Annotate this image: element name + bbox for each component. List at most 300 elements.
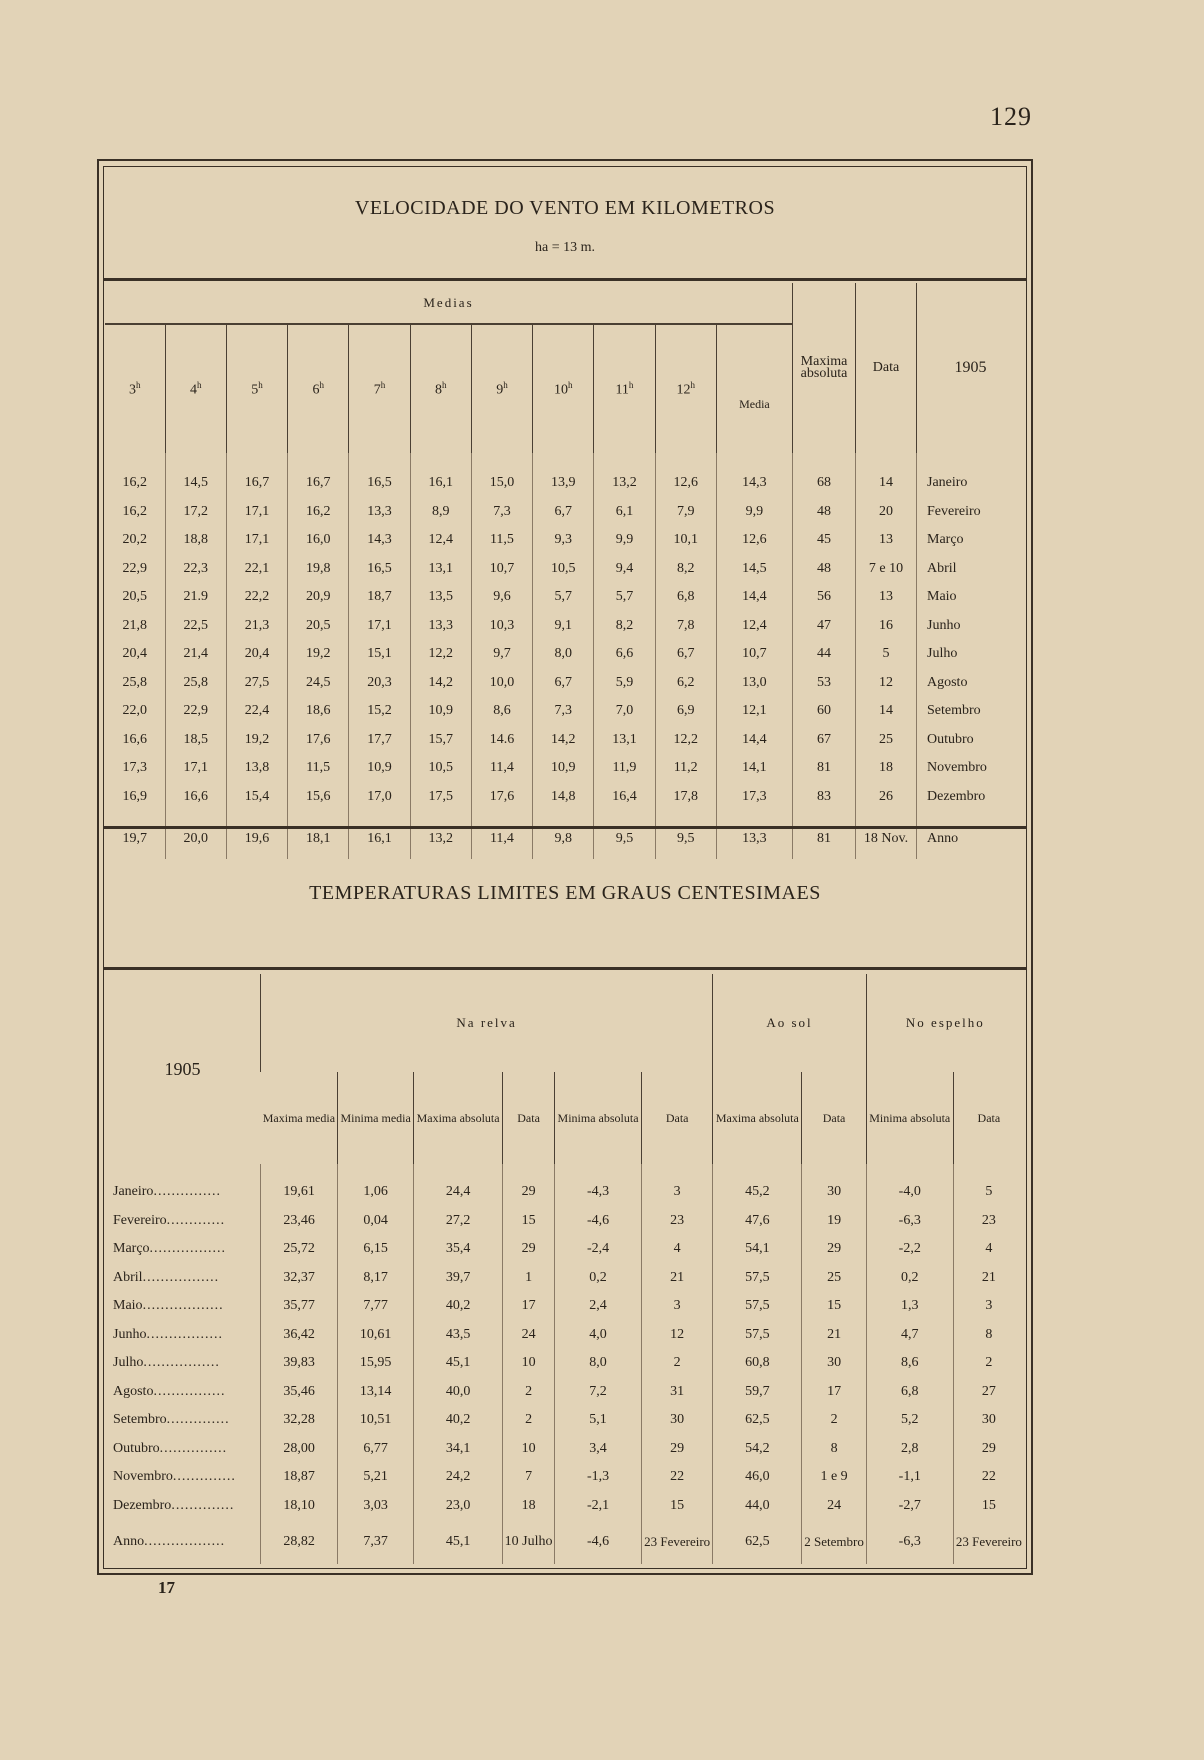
hour-header xyxy=(655,324,716,453)
table-cell: 17,8 xyxy=(655,783,716,812)
table-cell: 5 xyxy=(953,1164,1024,1207)
table-cell: 81 xyxy=(793,754,856,783)
table-cell: 18,1 xyxy=(288,811,349,859)
table-cell: 17,7 xyxy=(349,726,410,755)
table-row xyxy=(105,1207,1024,1236)
table-cell: 6,6 xyxy=(594,640,655,669)
table-cell: 21 xyxy=(802,1321,866,1350)
table-cell: 25 xyxy=(856,726,917,755)
table-row xyxy=(105,1321,1024,1350)
hour-label: 4 xyxy=(189,382,197,398)
table-cell: 8,2 xyxy=(594,612,655,641)
table-cell: 10,61 xyxy=(338,1321,414,1350)
table-cell: 57,5 xyxy=(713,1292,802,1321)
table-cell: 3 xyxy=(642,1164,713,1207)
table-cell: 44,0 xyxy=(713,1492,802,1521)
table-cell: 10 xyxy=(503,1435,555,1464)
leader-dots: ................. xyxy=(149,1241,227,1257)
table-cell: 12,4 xyxy=(716,612,792,641)
table-cell: 7,9 xyxy=(655,498,716,527)
table-cell: 20 xyxy=(856,498,917,527)
table-cell: 7,8 xyxy=(655,612,716,641)
table-cell: 48 xyxy=(793,498,856,527)
month-name: Novembro xyxy=(113,1469,173,1485)
table-cell: 10,3 xyxy=(471,612,532,641)
table-cell: 46,0 xyxy=(713,1463,802,1492)
table-cell: 6,1 xyxy=(594,498,655,527)
table-cell: 29 xyxy=(802,1235,866,1264)
table-cell: 67 xyxy=(793,726,856,755)
table-cell: 19,61 xyxy=(261,1164,338,1207)
hour-label: 3 xyxy=(129,382,137,398)
month-label: Anno xyxy=(917,811,1025,859)
table-row xyxy=(105,1264,1024,1293)
table-row xyxy=(105,1435,1024,1464)
subheader: Minima absoluta xyxy=(555,1072,642,1164)
table-cell: 15,2 xyxy=(349,697,410,726)
subheader: Data xyxy=(953,1072,1024,1164)
table-cell: 44 xyxy=(793,640,856,669)
table-cell: 17,1 xyxy=(226,526,287,555)
leader-dots: ................. xyxy=(143,1355,220,1371)
subheader: Minima media xyxy=(338,1072,414,1164)
table-cell: 13,2 xyxy=(410,811,471,859)
table-cell: 13,2 xyxy=(594,453,655,498)
table-cell: 10,7 xyxy=(471,555,532,584)
table-cell: 16,5 xyxy=(349,453,410,498)
table-cell: 2,8 xyxy=(866,1435,953,1464)
table-cell: 16,1 xyxy=(349,811,410,859)
month-name: Outubro xyxy=(113,1440,160,1456)
hour-label: 5 xyxy=(251,382,259,398)
table-cell: 6,15 xyxy=(338,1235,414,1264)
table-cell: 13 xyxy=(856,526,917,555)
table-cell: 21,8 xyxy=(122,617,148,633)
table-cell: 11,2 xyxy=(655,754,716,783)
table-cell: 23,46 xyxy=(261,1207,338,1236)
table-cell: 9,8 xyxy=(533,811,594,859)
table-cell: 30 xyxy=(802,1349,866,1378)
table-cell: 16,1 xyxy=(410,453,471,498)
table-cell: 7,0 xyxy=(594,697,655,726)
table-row xyxy=(105,640,1024,669)
table-cell: 30 xyxy=(953,1406,1024,1435)
table-row xyxy=(105,1406,1024,1435)
month-label xyxy=(105,1463,261,1492)
table-cell: 45 xyxy=(793,526,856,555)
table-cell: 15 xyxy=(953,1492,1024,1521)
table-cell: 13,1 xyxy=(594,726,655,755)
table-cell: 15 xyxy=(503,1207,555,1236)
table-cell: 53 xyxy=(793,669,856,698)
table-cell: 40,0 xyxy=(414,1378,503,1407)
month-label xyxy=(105,1164,261,1207)
table-cell: 25,8 xyxy=(122,674,148,690)
table-cell: 17,3 xyxy=(122,760,148,776)
month-label: Setembro xyxy=(917,697,1025,726)
table-cell: 28,00 xyxy=(261,1435,338,1464)
table-cell: 10,1 xyxy=(655,526,716,555)
leader-dots: .............. xyxy=(172,1469,236,1485)
table-cell: 62,5 xyxy=(713,1406,802,1435)
table-cell: 14,4 xyxy=(716,583,792,612)
table-cell: 45,1 xyxy=(414,1349,503,1378)
table-row xyxy=(105,1378,1024,1407)
table-cell: 8,6 xyxy=(866,1349,953,1378)
table-cell: 22,0 xyxy=(122,703,148,719)
table-cell: 29 xyxy=(503,1164,555,1207)
table-row xyxy=(105,453,1024,498)
table-cell: 2,4 xyxy=(555,1292,642,1321)
table-cell: 6,8 xyxy=(866,1378,953,1407)
table-row xyxy=(105,612,1024,641)
table-cell: 7 xyxy=(503,1463,555,1492)
table-cell: 27,2 xyxy=(414,1207,503,1236)
table-cell: 10,9 xyxy=(349,754,410,783)
leader-dots: ............... xyxy=(159,1440,228,1456)
table-cell: 15,4 xyxy=(226,783,287,812)
table-cell: 45,1 xyxy=(414,1520,503,1564)
table-cell: 23 Fevereiro xyxy=(642,1520,713,1564)
table-cell: 5,7 xyxy=(594,583,655,612)
subheader: Maxima absoluta xyxy=(414,1072,503,1164)
month-name: Julho xyxy=(113,1355,144,1371)
hour-header xyxy=(105,324,165,453)
table-cell: 16,9 xyxy=(122,788,148,804)
table-cell: 9,9 xyxy=(594,526,655,555)
table-cell: 4,7 xyxy=(866,1321,953,1350)
table-cell: 17,6 xyxy=(288,726,349,755)
table-cell: 6,7 xyxy=(533,498,594,527)
hour-suffix: h xyxy=(567,379,573,390)
annual-row xyxy=(105,811,1024,859)
table-cell: 35,4 xyxy=(414,1235,503,1264)
month-name: Maio xyxy=(113,1298,143,1314)
table-cell: 0,2 xyxy=(555,1264,642,1293)
signature-mark: 17 xyxy=(158,1578,175,1597)
table-cell: 29 xyxy=(953,1435,1024,1464)
table-cell: 40,2 xyxy=(414,1406,503,1435)
table-cell: 9,6 xyxy=(471,583,532,612)
table-cell: 12 xyxy=(642,1321,713,1350)
leader-dots: .................. xyxy=(144,1534,226,1549)
hour-label: 7 xyxy=(373,382,381,398)
table-cell: 8,6 xyxy=(471,697,532,726)
table-cell: 8,2 xyxy=(655,555,716,584)
table-cell: 13,8 xyxy=(226,754,287,783)
table-cell: 14,8 xyxy=(533,783,594,812)
table-cell: -2,4 xyxy=(555,1235,642,1264)
table-cell: -2,7 xyxy=(866,1492,953,1521)
table-cell: 16,0 xyxy=(288,526,349,555)
month-label xyxy=(105,1235,261,1264)
table-cell: 22 xyxy=(642,1463,713,1492)
month-name: Setembro xyxy=(113,1412,167,1428)
table-cell: 17,1 xyxy=(226,498,287,527)
table-row xyxy=(105,583,1024,612)
month-label xyxy=(105,1321,261,1350)
month-label xyxy=(105,1492,261,1521)
table-cell: 34,1 xyxy=(414,1435,503,1464)
table-cell: -1,1 xyxy=(866,1463,953,1492)
table-cell: 10 Julho xyxy=(503,1520,555,1564)
table-row xyxy=(105,754,1024,783)
table-cell: 23 Fevereiro xyxy=(953,1520,1024,1564)
wind-subtitle: ha = 13 m. xyxy=(535,240,595,255)
table-cell: 2 Setembro xyxy=(802,1520,866,1564)
table-cell: 68 xyxy=(793,453,856,498)
table-cell: 18,10 xyxy=(261,1492,338,1521)
temp-table xyxy=(105,974,1024,1564)
hour-header xyxy=(410,324,471,453)
table-cell: 20,2 xyxy=(122,532,148,548)
table-cell: 7,77 xyxy=(338,1292,414,1321)
table-cell: 20,0 xyxy=(165,811,226,859)
max-header: Maxima absoluta xyxy=(793,283,856,453)
month-name: Junho xyxy=(113,1326,147,1342)
table-cell: 9,5 xyxy=(655,811,716,859)
table-cell: 48 xyxy=(793,555,856,584)
table-cell: 1 e 9 xyxy=(802,1463,866,1492)
table-cell: 81 xyxy=(793,811,856,859)
leader-dots: ................. xyxy=(142,1269,220,1285)
table-cell: -1,3 xyxy=(555,1463,642,1492)
table-cell: 16,7 xyxy=(226,453,287,498)
leader-dots: ................. xyxy=(146,1326,223,1342)
table-cell: 6,7 xyxy=(533,669,594,698)
table-cell: 15,0 xyxy=(471,453,532,498)
table-cell: 13 xyxy=(856,583,917,612)
hour-suffix: h xyxy=(690,379,695,390)
hour-header xyxy=(165,324,226,453)
table-cell: 14 xyxy=(856,697,917,726)
table-cell: 19,2 xyxy=(226,726,287,755)
month-name: Anno xyxy=(113,1534,145,1549)
table-cell: 20,5 xyxy=(122,589,148,605)
table-cell: 13,0 xyxy=(716,669,792,698)
table-cell: 13,3 xyxy=(410,612,471,641)
hour-header xyxy=(471,324,532,453)
table-cell: -4,6 xyxy=(555,1520,642,1564)
table-cell: 9,7 xyxy=(471,640,532,669)
table-cell: -4,0 xyxy=(866,1164,953,1207)
table-row xyxy=(105,1292,1024,1321)
table-cell: 5,2 xyxy=(866,1406,953,1435)
table-cell: -6,3 xyxy=(866,1207,953,1236)
table-cell: 16,5 xyxy=(349,555,410,584)
table-cell: 16,7 xyxy=(288,453,349,498)
table-cell: 8 xyxy=(802,1435,866,1464)
table-cell: 10,5 xyxy=(533,555,594,584)
table-cell: 4 xyxy=(642,1235,713,1264)
table-row xyxy=(105,669,1024,698)
hour-header xyxy=(533,324,594,453)
table-cell: 16,2 xyxy=(122,503,148,519)
table-cell: 20,4 xyxy=(122,646,148,662)
table-cell: 24,2 xyxy=(414,1463,503,1492)
table-cell: 43,5 xyxy=(414,1321,503,1350)
table-cell: 10,5 xyxy=(410,754,471,783)
month-label xyxy=(105,1435,261,1464)
table-cell: 20,4 xyxy=(226,640,287,669)
table-cell: 30 xyxy=(802,1164,866,1207)
table-cell: 8,0 xyxy=(533,640,594,669)
hour-label: 10 xyxy=(553,382,568,398)
table-row xyxy=(105,498,1024,527)
table-cell: 22,9 xyxy=(122,560,148,576)
table-cell: 5,21 xyxy=(338,1463,414,1492)
table-cell: 10,9 xyxy=(410,697,471,726)
table-cell: 7,3 xyxy=(471,498,532,527)
month-label: Julho xyxy=(917,640,1025,669)
table-cell: 11,5 xyxy=(471,526,532,555)
table-cell: 6,8 xyxy=(655,583,716,612)
month-label: Novembro xyxy=(917,754,1025,783)
table-cell: 18,5 xyxy=(165,726,226,755)
table-cell: 1,3 xyxy=(866,1292,953,1321)
table-cell: 36,42 xyxy=(261,1321,338,1350)
hour-suffix: h xyxy=(258,379,263,390)
table-cell: 14 xyxy=(856,453,917,498)
table-cell: 26 xyxy=(856,783,917,812)
month-name: Dezembro xyxy=(113,1497,172,1513)
table-cell: 13,9 xyxy=(533,453,594,498)
table-cell: 17 xyxy=(503,1292,555,1321)
table-cell: 18 Nov. xyxy=(856,811,917,859)
table-cell: 12 xyxy=(856,669,917,698)
table-cell: 2 xyxy=(802,1406,866,1435)
hour-header xyxy=(288,324,349,453)
table-cell: 7,2 xyxy=(555,1378,642,1407)
subheader: Data xyxy=(642,1072,713,1164)
table-cell: 10,7 xyxy=(716,640,792,669)
hour-header xyxy=(594,324,655,453)
leader-dots: .............. xyxy=(166,1412,230,1428)
table-cell: 2 xyxy=(503,1406,555,1435)
hour-label: 12 xyxy=(676,382,691,398)
table-cell: 14,4 xyxy=(716,726,792,755)
table-cell: 24 xyxy=(503,1321,555,1350)
table-cell: 21,3 xyxy=(226,612,287,641)
table-cell: 23 xyxy=(953,1207,1024,1236)
table-cell: 7,3 xyxy=(533,697,594,726)
table-cell: 54,2 xyxy=(713,1435,802,1464)
table-cell: 8,9 xyxy=(410,498,471,527)
table-cell: 22,3 xyxy=(165,555,226,584)
table-cell: 9,5 xyxy=(594,811,655,859)
table-cell: 21.9 xyxy=(165,583,226,612)
table-cell: 17,0 xyxy=(349,783,410,812)
table-cell: 12,1 xyxy=(716,697,792,726)
temp-year-header: 1905 xyxy=(164,1058,201,1079)
leader-dots: ................ xyxy=(153,1383,226,1399)
leader-dots: ............. xyxy=(166,1212,226,1228)
table-cell: -4,3 xyxy=(555,1164,642,1207)
table-cell: 2 xyxy=(503,1378,555,1407)
table-cell: 24,5 xyxy=(288,669,349,698)
leader-dots: .................. xyxy=(142,1298,224,1314)
table-cell: 21,4 xyxy=(165,640,226,669)
table-cell: 16,4 xyxy=(594,783,655,812)
wind-title: VELOCIDADE DO VENTO EM KILOMETROS xyxy=(354,197,776,219)
month-label xyxy=(105,1406,261,1435)
table-cell: 14,2 xyxy=(533,726,594,755)
table-cell: 17 xyxy=(802,1378,866,1407)
table-cell: 12,2 xyxy=(410,640,471,669)
table-cell: 31 xyxy=(642,1378,713,1407)
table-cell: 6,77 xyxy=(338,1435,414,1464)
table-row xyxy=(105,526,1024,555)
month-label: Janeiro xyxy=(917,453,1025,498)
table-cell: 10,51 xyxy=(338,1406,414,1435)
table-row xyxy=(105,1164,1024,1207)
table-cell: 28,82 xyxy=(261,1520,338,1564)
table-cell: 83 xyxy=(793,783,856,812)
table-row xyxy=(105,783,1024,812)
table-cell: 4,0 xyxy=(555,1321,642,1350)
table-cell: 60,8 xyxy=(713,1349,802,1378)
table-cell: 29 xyxy=(503,1235,555,1264)
table-cell: 27 xyxy=(953,1378,1024,1407)
table-cell: 14,3 xyxy=(349,526,410,555)
table-cell: -6,3 xyxy=(866,1520,953,1564)
table-cell: 15,95 xyxy=(338,1349,414,1378)
table-cell: 18,7 xyxy=(349,583,410,612)
table-cell: 20,3 xyxy=(349,669,410,698)
table-cell: 19,6 xyxy=(226,811,287,859)
table-cell: 16,6 xyxy=(165,783,226,812)
table-row xyxy=(105,726,1024,755)
hour-label: 9 xyxy=(496,382,504,398)
month-label xyxy=(105,1207,261,1236)
table-cell: 18 xyxy=(856,754,917,783)
table-cell: 22,4 xyxy=(226,697,287,726)
table-cell: 11,9 xyxy=(594,754,655,783)
table-cell: 16 xyxy=(856,612,917,641)
espelho-header: No espelho xyxy=(866,974,1024,1072)
table-cell: 6,7 xyxy=(655,640,716,669)
table-cell: 23 xyxy=(642,1207,713,1236)
subheader: Data xyxy=(503,1072,555,1164)
table-cell: 19,8 xyxy=(288,555,349,584)
table-cell: 12,6 xyxy=(655,453,716,498)
month-label xyxy=(105,1378,261,1407)
table-cell: 35,77 xyxy=(261,1292,338,1321)
table-cell: 59,7 xyxy=(713,1378,802,1407)
temp-title: TEMPERATURAS LIMITES EM GRAUS CENTESIMAES xyxy=(309,882,821,904)
table-cell: 30 xyxy=(642,1406,713,1435)
table-cell: 0,2 xyxy=(866,1264,953,1293)
table-cell: 15 xyxy=(802,1292,866,1321)
table-cell: 21 xyxy=(953,1264,1024,1293)
hour-suffix: h xyxy=(503,379,508,390)
table-cell: 17,6 xyxy=(471,783,532,812)
table-cell: 35,46 xyxy=(261,1378,338,1407)
month-label: Outubro xyxy=(917,726,1025,755)
table-cell: 24,4 xyxy=(414,1164,503,1207)
table-cell: 16,6 xyxy=(122,731,148,747)
media-header: Media xyxy=(716,324,792,453)
table-cell: 18,6 xyxy=(288,697,349,726)
table-cell: 2 xyxy=(642,1349,713,1378)
table-cell: 10 xyxy=(503,1349,555,1378)
table-cell: 27,5 xyxy=(226,669,287,698)
page-number: 129 xyxy=(990,102,1032,131)
divider xyxy=(103,826,1027,829)
hour-label: 11 xyxy=(615,382,629,398)
month-label: Junho xyxy=(917,612,1025,641)
subheader: Maxima media xyxy=(262,1110,336,1125)
